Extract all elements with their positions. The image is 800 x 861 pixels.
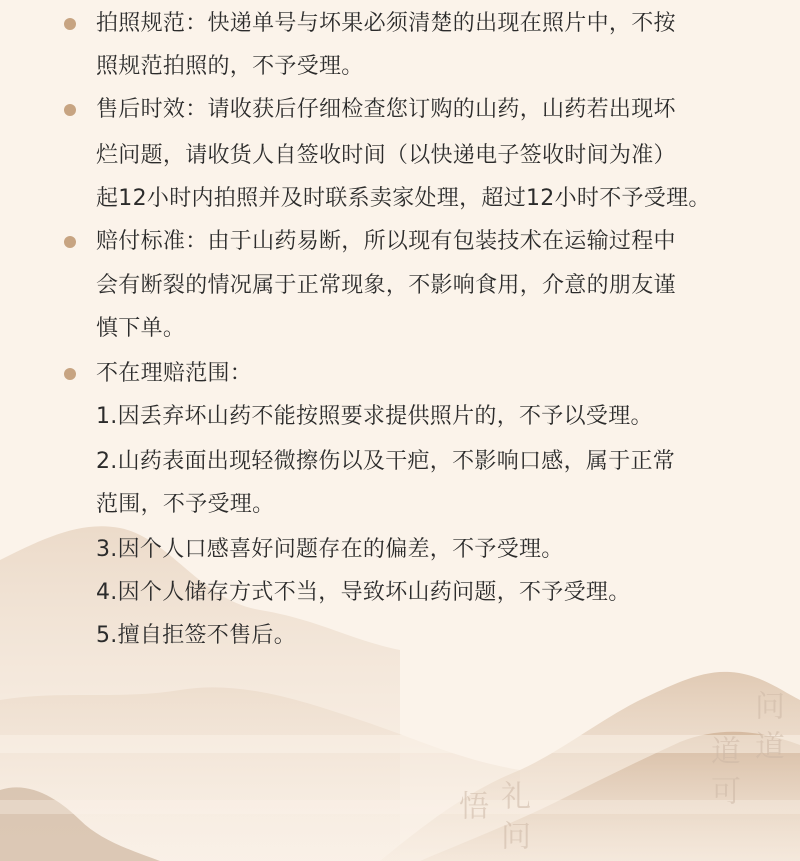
bullet-dot [64, 368, 76, 380]
policy-line: 会有断裂的情况属于正常现象，不影响食用，介意的朋友谨 [96, 273, 676, 298]
bullet-dot [64, 104, 76, 116]
exclusion-item: 范围，不予受理。 [96, 492, 275, 517]
policy-line: 起12小时内拍照并及时联系卖家处理，超过12小时不予受理。 [96, 186, 711, 211]
bullet-dot [64, 236, 76, 248]
calligraphy-decoration-4: 悟 [453, 790, 488, 830]
policy-heading: 不在理赔范围： [96, 361, 253, 386]
policy-line: 拍照规范：快递单号与坏果必须清楚的出现在照片中，不按 [96, 11, 676, 36]
calligraphy-decoration-2: 道可 [705, 735, 740, 815]
policy-line: 售后时效：请收获后仔细检查您订购的山药，山药若出现坏 [96, 97, 676, 122]
exclusion-item: 5.擅自拒签不售后。 [96, 623, 296, 648]
policy-line: 烂问题，请收货人自签收时间（以快递电子签收时间为准） [96, 143, 676, 168]
exclusion-item: 3.因个人口感喜好问题存在的偏差，不予受理。 [96, 537, 564, 562]
calligraphy-decoration-1: 问道 [749, 690, 784, 770]
policy-line: 慎下单。 [96, 316, 186, 341]
policy-line: 照规范拍照的，不予受理。 [96, 54, 364, 79]
bullet-dot [64, 18, 76, 30]
policy-line: 赔付标准：由于山药易断，所以现有包装技术在运输过程中 [96, 229, 676, 254]
calligraphy-decoration-3: 礼问 [495, 780, 530, 860]
exclusion-item: 2.山药表面出现轻微擦伤以及干疤，不影响口感，属于正常 [96, 449, 676, 474]
exclusion-item: 1.因丢弃坏山药不能按照要求提供照片的，不予以受理。 [96, 404, 653, 429]
exclusion-item: 4.因个人储存方式不当，导致坏山药问题，不予受理。 [96, 580, 631, 605]
